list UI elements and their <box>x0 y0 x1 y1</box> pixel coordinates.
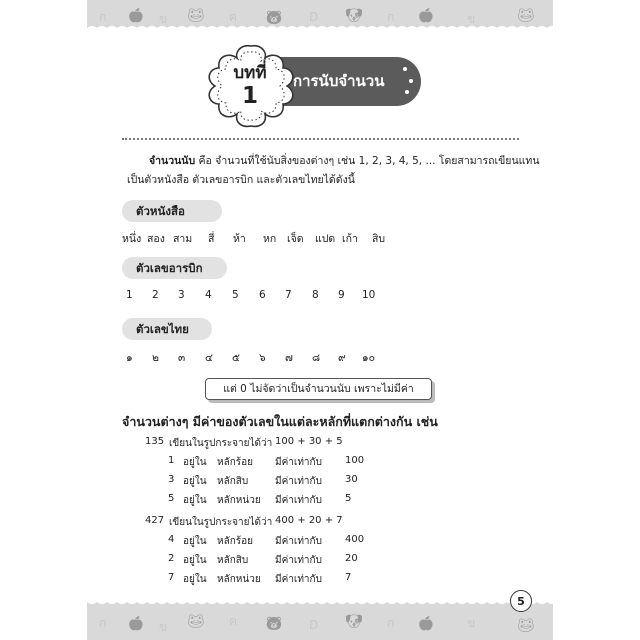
number-word: แปด <box>315 233 336 245</box>
example-number: 427 <box>145 515 165 526</box>
thai-numeral: ๕ <box>232 352 240 364</box>
letter-decor-icon: D <box>309 10 319 24</box>
worth-label: มีค่าเท่ากับ <box>275 555 322 566</box>
number-word: เจ็ด <box>287 233 304 245</box>
arabic-numeral: 5 <box>232 289 239 301</box>
apple-icon: 🍎︎ <box>417 616 435 632</box>
bear-icon: 🐻︎ <box>265 616 283 632</box>
arabic-numeral: 2 <box>152 289 159 301</box>
worth-label: มีค่าเท่ากับ <box>275 536 322 547</box>
workbook-page <box>87 0 553 640</box>
bear-icon: 🐻︎ <box>265 10 283 26</box>
header-decor-band <box>87 0 553 33</box>
place-value: 5 <box>345 493 352 504</box>
frog-icon: 🐸︎ <box>517 8 535 24</box>
letter-decor-icon: ค <box>229 614 238 628</box>
letter-decor-icon: ก <box>387 10 395 24</box>
intro-term: จำนวนนับ <box>149 155 196 167</box>
in-label: อยู่ใน <box>183 555 207 566</box>
letter-decor-icon: ข <box>159 12 168 26</box>
in-label: อยู่ใน <box>183 476 207 487</box>
dog-icon: 🐶︎ <box>345 614 363 630</box>
worth-label: มีค่าเท่ากับ <box>275 457 322 468</box>
number-word: สาม <box>173 233 193 245</box>
digit: 2 <box>168 553 175 564</box>
thai-numeral: ๖ <box>259 352 266 364</box>
letter-decor-icon: ก <box>387 616 395 630</box>
letter-decor-icon: ข <box>159 620 168 634</box>
frog-icon: 🐸︎ <box>517 618 535 634</box>
thai-numeral: ๘ <box>312 352 321 364</box>
footer-decor-band <box>87 598 553 640</box>
arabic-numeral: 9 <box>338 289 345 301</box>
in-label: อยู่ใน <box>183 574 207 585</box>
thai-numeral: ๔ <box>205 352 213 364</box>
scallop-edge <box>87 598 553 606</box>
section-heading-pill <box>122 318 212 340</box>
place-name: หลักหน่วย <box>217 574 261 585</box>
apple-icon: 🍎︎ <box>127 616 145 632</box>
letter-decor-icon: ข <box>467 12 476 26</box>
number-word: สิบ <box>372 233 386 245</box>
section-heading-text: ตัวหนังสือ <box>136 204 185 218</box>
thai-numeral: ๑๐ <box>362 352 376 364</box>
number-word: สี่ <box>208 233 215 245</box>
note-box: แต่ 0 ไม่จัดว่าเป็นจำนวนนับ เพราะไม่มีค่า <box>205 378 432 400</box>
thai-numeral: ๒ <box>152 352 159 364</box>
dotted-divider <box>122 138 519 140</box>
chapter-header <box>205 42 420 130</box>
arabic-numeral: 1 <box>126 289 133 301</box>
in-label: อยู่ใน <box>183 457 207 468</box>
section-heading-text: ตัวเลขไทย <box>136 322 189 336</box>
arabic-numeral: 7 <box>285 289 292 301</box>
worth-label: มีค่าเท่ากับ <box>275 476 322 487</box>
worth-label: มีค่าเท่ากับ <box>275 574 322 585</box>
place-name: หลักหน่วย <box>217 495 261 506</box>
apple-icon: 🍎︎ <box>127 8 145 24</box>
section-heading-pill <box>122 257 227 279</box>
expand-label: เขียนในรูปกระจายได้ว่า <box>169 438 273 449</box>
arabic-numeral: 8 <box>312 289 319 301</box>
letter-decor-icon: D <box>309 618 319 632</box>
intro-line1: คือ จำนวนที่ใช้นับสิ่งของต่างๆ เช่น 1, 2, 3, 4, 5, ... โดยสามารถเขียนแทน <box>195 155 540 167</box>
letter-decor-icon: ข <box>467 616 476 630</box>
expand-label: เขียนในรูปกระจายได้ว่า <box>169 517 273 528</box>
digit: 4 <box>168 534 175 545</box>
digit: 1 <box>168 455 175 466</box>
place-name: หลักร้อย <box>217 536 254 547</box>
apple-icon: 🍎︎ <box>417 8 435 24</box>
place-name: หลักสิบ <box>217 476 249 487</box>
worth-label: มีค่าเท่ากับ <box>275 495 322 506</box>
chapter-title: การนับจำนวน <box>293 72 385 90</box>
arabic-numeral: 10 <box>362 289 376 301</box>
in-label: อยู่ใน <box>183 536 207 547</box>
expansion: 100 + 30 + 5 <box>275 436 343 447</box>
expansion: 400 + 20 + 7 <box>275 515 343 526</box>
letter-decor-icon: ค <box>229 10 238 24</box>
section-heading-pill <box>122 200 222 222</box>
number-word: สอง <box>147 233 165 245</box>
place-value: 100 <box>345 455 365 466</box>
frog-icon: 🐸︎ <box>187 614 205 630</box>
chapter-number: 1 <box>241 83 258 109</box>
frog-icon: 🐸︎ <box>187 8 205 24</box>
place-name: หลักร้อย <box>217 457 254 468</box>
number-word: เก้า <box>342 233 358 245</box>
number-word: ห้า <box>233 233 246 245</box>
place-value: 400 <box>345 534 365 545</box>
digit: 7 <box>168 572 175 583</box>
place-name: หลักสิบ <box>217 555 249 566</box>
digit: 3 <box>168 474 175 485</box>
arabic-numeral: 3 <box>178 289 185 301</box>
place-value: 7 <box>345 572 352 583</box>
dog-icon: 🐶︎ <box>345 8 363 24</box>
thai-numeral: ๙ <box>338 352 346 364</box>
place-value-heading: จำนวนต่างๆ มีค่าของตัวเลขในแต่ละหลักที่แตกต่างกัน เช่น <box>122 414 438 429</box>
place-value: 20 <box>345 553 358 564</box>
scallop-edge <box>87 0 553 33</box>
letter-decor-icon: ก <box>99 616 107 630</box>
intro-line2: เป็นตัวหนังสือ ตัวเลขอารบิก และตัวเลขไทยได้ดังนี้ <box>127 174 355 186</box>
digit: 5 <box>168 493 175 504</box>
chapter-label: บทที่ <box>233 63 267 83</box>
intro-paragraph <box>127 152 540 190</box>
thai-numeral: ๑ <box>126 352 133 364</box>
number-word: หก <box>263 233 277 245</box>
page-number: 5 <box>510 590 532 612</box>
thai-numeral: ๓ <box>178 352 186 364</box>
letter-decor-icon: ก <box>99 10 107 24</box>
thai-numeral: ๗ <box>285 352 293 364</box>
in-label: อยู่ใน <box>183 495 207 506</box>
section-heading-text: ตัวเลขอารบิก <box>136 261 203 275</box>
arabic-numeral: 4 <box>205 289 212 301</box>
number-word: หนึ่ง <box>122 233 142 245</box>
arabic-numeral: 6 <box>259 289 266 301</box>
place-value: 30 <box>345 474 358 485</box>
example-number: 135 <box>145 436 165 447</box>
